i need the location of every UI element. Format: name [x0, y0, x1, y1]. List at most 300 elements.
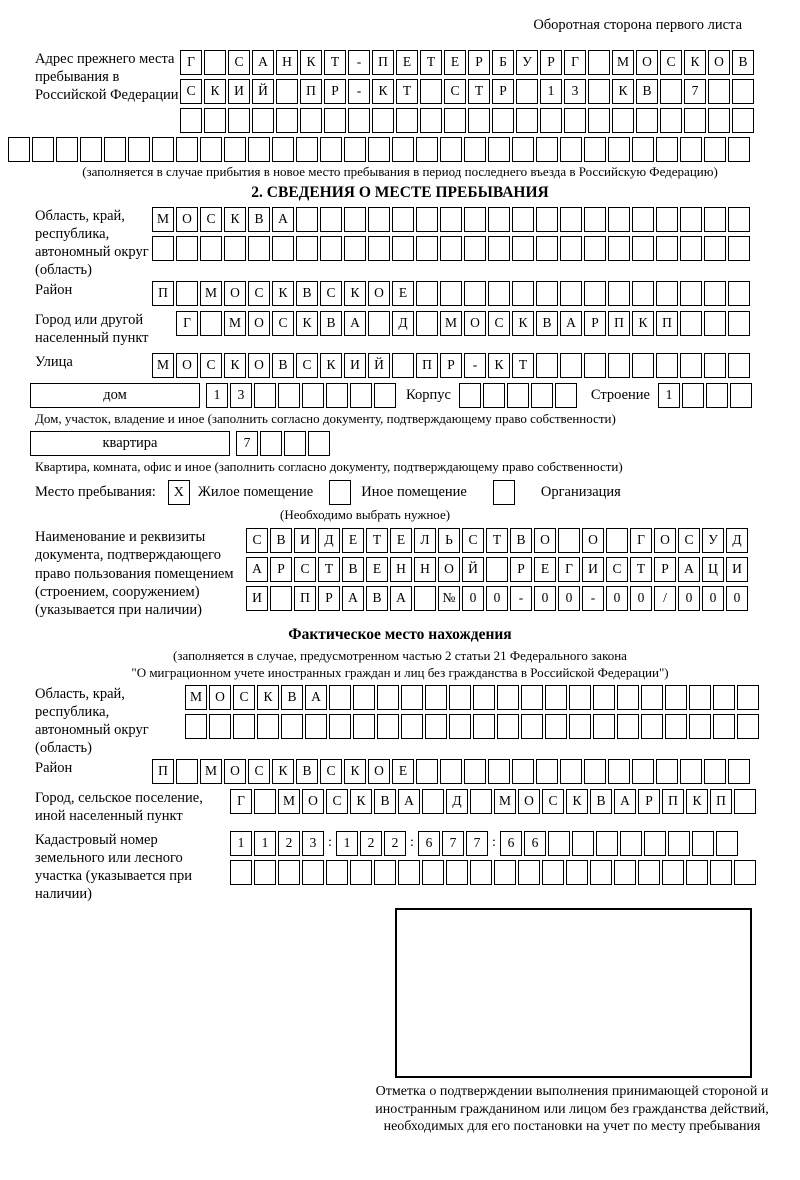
form-cell: Р: [540, 50, 562, 75]
form-cell: В: [270, 528, 292, 553]
form-cell: [374, 860, 396, 885]
form-cell: [548, 831, 570, 856]
form-cell: [392, 207, 414, 232]
form-cell: [608, 137, 630, 162]
form-cell: [608, 353, 630, 378]
form-cell: -: [510, 586, 532, 611]
form-cell: К: [320, 353, 342, 378]
form-cell: [704, 236, 726, 261]
form-cell: Е: [392, 281, 414, 306]
form-cell: Д: [392, 311, 414, 336]
stay-option-residential-label: Жилое помещение: [197, 484, 314, 501]
form-cell: Р: [468, 50, 490, 75]
form-cell: А: [272, 207, 294, 232]
form-cell: [497, 685, 519, 710]
actual-location-note-line1: (заполняется в случае, предусмотренном частью 2 статьи 21 Федерального закона: [173, 648, 627, 664]
form-cell: 0: [462, 586, 484, 611]
form-cell: Р: [318, 586, 340, 611]
form-cell: О: [464, 311, 486, 336]
actual-district-field: [0, 759, 800, 784]
form-cell: С: [296, 353, 318, 378]
form-cell: [656, 207, 678, 232]
form-cell: К: [296, 311, 318, 336]
form-cell: [512, 759, 534, 784]
form-cell: [300, 108, 322, 133]
form-cell: 2: [278, 831, 300, 856]
form-cell: [656, 137, 678, 162]
form-cell: [704, 137, 726, 162]
form-cell: В: [732, 50, 754, 75]
form-cell: [464, 281, 486, 306]
apartment-note: Квартира, комната, офис и иное (заполнить согласно документу, подтверждающему право собственности): [35, 458, 623, 474]
stay-type-label: Место пребывания:: [35, 484, 156, 501]
form-cell: [276, 108, 298, 133]
form-cell: С: [246, 528, 268, 553]
form-cell: П: [300, 79, 322, 104]
cadastral-field: [0, 831, 800, 904]
form-cell: С: [294, 557, 316, 582]
form-cell: [680, 759, 702, 784]
form-cell: 6: [418, 831, 440, 856]
form-cell: [680, 311, 702, 336]
form-cell: О: [636, 50, 658, 75]
form-cell: [396, 108, 418, 133]
form-cell: [344, 137, 366, 162]
form-cell: К: [344, 759, 366, 784]
korpus-row: [459, 383, 577, 408]
form-cell: [665, 714, 687, 739]
form-cell: М: [185, 685, 207, 710]
form-cell: [276, 79, 298, 104]
form-cell: [588, 108, 610, 133]
form-cell: О: [438, 557, 460, 582]
form-cell: [368, 207, 390, 232]
form-cell: [560, 281, 582, 306]
form-cell: [536, 353, 558, 378]
actual-district-label: Район: [35, 760, 73, 777]
region-row-2: [152, 236, 750, 261]
form-cell: 3: [230, 383, 252, 408]
form-cell: [416, 207, 438, 232]
form-cell: В: [590, 789, 612, 814]
document-row-3: [246, 586, 748, 611]
stroenie-label: Строение: [590, 386, 650, 403]
form-cell: И: [294, 528, 316, 553]
form-cell: [660, 79, 682, 104]
form-cell: М: [440, 311, 462, 336]
form-cell: 7: [466, 831, 488, 856]
form-cell: [608, 281, 630, 306]
form-cell: Д: [446, 789, 468, 814]
form-cell: [254, 383, 276, 408]
form-cell: [593, 714, 615, 739]
form-cell: [584, 236, 606, 261]
city-row: [176, 311, 750, 336]
form-cell: Г: [176, 311, 198, 336]
previous-address-row-4: [8, 137, 800, 162]
form-cell: [416, 281, 438, 306]
form-cell: [209, 714, 231, 739]
form-cell: Д: [726, 528, 748, 553]
form-cell: С: [326, 789, 348, 814]
form-cell: [692, 831, 714, 856]
form-cell: [728, 236, 750, 261]
form-cell: В: [248, 207, 270, 232]
form-cell: [254, 860, 276, 885]
form-cell: [706, 383, 728, 408]
form-cell: [632, 207, 654, 232]
street-label: Улица: [35, 353, 73, 370]
form-cell: [257, 714, 279, 739]
form-cell: 0: [702, 586, 724, 611]
form-cell: О: [176, 353, 198, 378]
form-cell: [440, 207, 462, 232]
form-cell: 0: [606, 586, 628, 611]
form-cell: Г: [230, 789, 252, 814]
form-cell: [708, 79, 730, 104]
form-cell: [440, 236, 462, 261]
form-cell: М: [152, 353, 174, 378]
form-cell: 0: [486, 586, 508, 611]
form-cell: [180, 108, 202, 133]
form-cell: О: [582, 528, 604, 553]
form-cell: [644, 831, 666, 856]
form-cell: [686, 860, 708, 885]
form-cell: [230, 860, 252, 885]
form-cell: 0: [558, 586, 580, 611]
region-row-1: [152, 207, 750, 232]
house-type-box: дом: [30, 383, 200, 408]
form-cell: [704, 311, 726, 336]
form-cell: 6: [500, 831, 522, 856]
form-cell: [302, 860, 324, 885]
form-cell: [684, 108, 706, 133]
form-cell: [281, 714, 303, 739]
form-cell: Н: [390, 557, 412, 582]
form-cell: [492, 108, 514, 133]
form-cell: Т: [468, 79, 490, 104]
form-cell: Й: [368, 353, 390, 378]
form-cell: У: [516, 50, 538, 75]
form-cell: [584, 207, 606, 232]
form-cell: [545, 685, 567, 710]
form-cell: 2: [384, 831, 406, 856]
form-cell: А: [342, 586, 364, 611]
form-cell: И: [726, 557, 748, 582]
form-cell: [680, 236, 702, 261]
region-field: [0, 207, 800, 280]
form-cell: [660, 108, 682, 133]
cadastral-label: Кадастровый номер земельного или лесного участка (указывается при наличии): [35, 831, 192, 902]
form-cell: С: [180, 79, 202, 104]
form-cell: [152, 137, 174, 162]
form-cell: [516, 108, 538, 133]
district-label: Район: [35, 282, 73, 299]
form-cell: 1: [230, 831, 252, 856]
actual-city-row: [230, 789, 756, 814]
form-cell: 2: [360, 831, 382, 856]
form-cell: К: [204, 79, 226, 104]
previous-address-row-2: [180, 79, 754, 104]
registration-stamp-caption: Отметка о подтверждении выполнения принимающей стороной и иностранным гражданином или лицом без гражданства действий, необходимых для его постановки на учет по месту пребывания: [375, 1084, 769, 1134]
form-cell: А: [678, 557, 700, 582]
actual-region-row-2: [185, 714, 759, 739]
form-cell: М: [494, 789, 516, 814]
form-cell: [372, 108, 394, 133]
apartment-line: [30, 431, 800, 456]
cadastral-row-1: [230, 831, 756, 856]
form-cell: [668, 831, 690, 856]
form-cell: [224, 236, 246, 261]
street-field: [0, 353, 800, 378]
form-cell: [398, 860, 420, 885]
form-cell: [713, 714, 735, 739]
form-cell: [641, 685, 663, 710]
form-cell: С: [248, 281, 270, 306]
form-cell: К: [350, 789, 372, 814]
form-cell: М: [200, 281, 222, 306]
form-cell: [272, 137, 294, 162]
form-cell: [473, 685, 495, 710]
form-cell: Е: [390, 528, 412, 553]
form-cell: О: [224, 281, 246, 306]
form-cell: [176, 281, 198, 306]
form-cell: М: [612, 50, 634, 75]
form-cell: [566, 860, 588, 885]
form-cell: [569, 685, 591, 710]
form-cell: В: [374, 789, 396, 814]
form-cell: [374, 383, 396, 408]
form-cell: К: [224, 353, 246, 378]
stay-option-other-label: Иное помещение: [361, 484, 467, 501]
form-cell: С: [320, 281, 342, 306]
form-cell: [488, 236, 510, 261]
form-cell: И: [344, 353, 366, 378]
form-cell: [704, 353, 726, 378]
form-cell: [512, 281, 534, 306]
form-cell: Р: [492, 79, 514, 104]
form-cell: 1: [658, 383, 680, 408]
document-row-2: [246, 557, 748, 582]
form-cell: А: [246, 557, 268, 582]
form-cell: [459, 383, 481, 408]
form-cell: [536, 759, 558, 784]
actual-region-row-1: [185, 685, 759, 710]
form-cell: О: [248, 353, 270, 378]
form-cell: 3: [564, 79, 586, 104]
form-cell: [558, 528, 580, 553]
form-cell: Й: [462, 557, 484, 582]
form-cell: [689, 685, 711, 710]
form-cell: [248, 137, 270, 162]
form-cell: [564, 108, 586, 133]
form-cell: [152, 236, 174, 261]
form-cell: П: [416, 353, 438, 378]
previous-address-note: (заполняется в случае прибытия в новое место пребывания в период последнего въезда в Российскую Федерацию): [82, 164, 718, 180]
form-cell: [425, 685, 447, 710]
form-cell: А: [252, 50, 274, 75]
form-cell: [632, 137, 654, 162]
form-cell: [531, 383, 553, 408]
form-cell: [734, 860, 756, 885]
form-cell: О: [248, 311, 270, 336]
form-cell: [560, 236, 582, 261]
form-cell: Е: [342, 528, 364, 553]
form-cell: В: [636, 79, 658, 104]
stay-type-note: (Необходимо выбрать нужное): [280, 507, 451, 522]
registration-stamp-box: [395, 908, 752, 1078]
form-cell: [449, 685, 471, 710]
form-cell: Н: [276, 50, 298, 75]
house-line: [30, 383, 800, 408]
form-cell: [329, 685, 351, 710]
form-cell: [302, 383, 324, 408]
form-cell: [324, 108, 346, 133]
form-cell: [176, 137, 198, 162]
form-cell: [326, 860, 348, 885]
form-cell: [572, 831, 594, 856]
form-cell: Н: [414, 557, 436, 582]
form-cell: Е: [534, 557, 556, 582]
form-cell: [416, 137, 438, 162]
form-cell: П: [152, 759, 174, 784]
form-cell: О: [654, 528, 676, 553]
form-cell: К: [344, 281, 366, 306]
form-cell: [414, 586, 436, 611]
form-cell: [512, 137, 534, 162]
form-cell: С: [678, 528, 700, 553]
form-cell: [348, 108, 370, 133]
form-cell: -: [464, 353, 486, 378]
form-cell: [305, 714, 327, 739]
form-cell: [632, 759, 654, 784]
form-cell: О: [224, 759, 246, 784]
form-cell: О: [534, 528, 556, 553]
page-side-note: Оборотная сторона первого листа: [533, 17, 742, 33]
form-cell: [420, 79, 442, 104]
previous-address-field: [0, 50, 800, 133]
form-cell: 1: [336, 831, 358, 856]
form-cell: -: [348, 79, 370, 104]
district-row: [152, 281, 750, 306]
form-cell: К: [686, 789, 708, 814]
form-cell: П: [372, 50, 394, 75]
form-cell: С: [660, 50, 682, 75]
form-cell: [422, 789, 444, 814]
form-cell: [518, 860, 540, 885]
cadastral-row-2: [230, 860, 756, 885]
form-cell: 0: [726, 586, 748, 611]
form-cell: [350, 383, 372, 408]
form-cell: Ь: [438, 528, 460, 553]
form-cell: [200, 311, 222, 336]
form-cell: 7: [236, 431, 258, 456]
form-cell: Г: [564, 50, 586, 75]
document-row-1: [246, 528, 748, 553]
form-cell: Р: [654, 557, 676, 582]
form-cell: [636, 108, 658, 133]
form-cell: [420, 108, 442, 133]
form-cell: [730, 383, 752, 408]
form-cell: [516, 79, 538, 104]
form-cell: [704, 759, 726, 784]
form-cell: [560, 759, 582, 784]
form-cell: [486, 557, 508, 582]
form-cell: [632, 281, 654, 306]
form-cell: [228, 108, 250, 133]
form-cell: [449, 714, 471, 739]
form-cell: [680, 281, 702, 306]
form-cell: [617, 714, 639, 739]
form-cell: [353, 685, 375, 710]
form-cell: [224, 137, 246, 162]
form-cell: [416, 236, 438, 261]
form-cell: -: [348, 50, 370, 75]
form-cell: К: [512, 311, 534, 336]
form-cell: Р: [324, 79, 346, 104]
form-cell: Т: [324, 50, 346, 75]
form-cell: [590, 860, 612, 885]
form-cell: [368, 137, 390, 162]
form-cell: [440, 281, 462, 306]
form-cell: [569, 714, 591, 739]
form-cell: Г: [180, 50, 202, 75]
form-cell: О: [518, 789, 540, 814]
form-cell: [588, 79, 610, 104]
form-cell: [483, 383, 505, 408]
form-cell: [728, 759, 750, 784]
form-cell: С: [272, 311, 294, 336]
form-cell: Т: [366, 528, 388, 553]
form-cell: [584, 759, 606, 784]
form-cell: В: [342, 557, 364, 582]
form-cell: М: [200, 759, 222, 784]
form-cell: В: [366, 586, 388, 611]
form-cell: [401, 685, 423, 710]
form-cell: [350, 860, 372, 885]
form-cell: [248, 236, 270, 261]
form-cell: Т: [486, 528, 508, 553]
form-cell: [584, 353, 606, 378]
actual-region-field: [0, 685, 800, 758]
form-cell: [444, 108, 466, 133]
form-cell: [329, 714, 351, 739]
actual-location-title: Фактическое место нахождения: [288, 625, 512, 643]
form-cell: [344, 236, 366, 261]
stay-option-other-checkbox: [329, 480, 351, 505]
form-cell: О: [368, 759, 390, 784]
form-cell: Т: [396, 79, 418, 104]
actual-location-note-line2: "О миграционном учете иностранных граждан и лиц без гражданства в Российской Федерации"): [131, 664, 669, 680]
form-cell: [728, 311, 750, 336]
form-cell: [680, 207, 702, 232]
form-cell: [689, 714, 711, 739]
form-cell: 1: [206, 383, 228, 408]
form-cell: [353, 714, 375, 739]
form-cell: [254, 789, 276, 814]
form-cell: [8, 137, 30, 162]
form-cell: Р: [584, 311, 606, 336]
form-cell: О: [368, 281, 390, 306]
form-cell: [473, 714, 495, 739]
form-cell: [494, 860, 516, 885]
form-cell: Б: [492, 50, 514, 75]
form-cell: В: [272, 353, 294, 378]
form-cell: [560, 353, 582, 378]
form-cell: [176, 236, 198, 261]
stay-option-residential-checkbox: X: [168, 480, 190, 505]
form-cell: О: [176, 207, 198, 232]
